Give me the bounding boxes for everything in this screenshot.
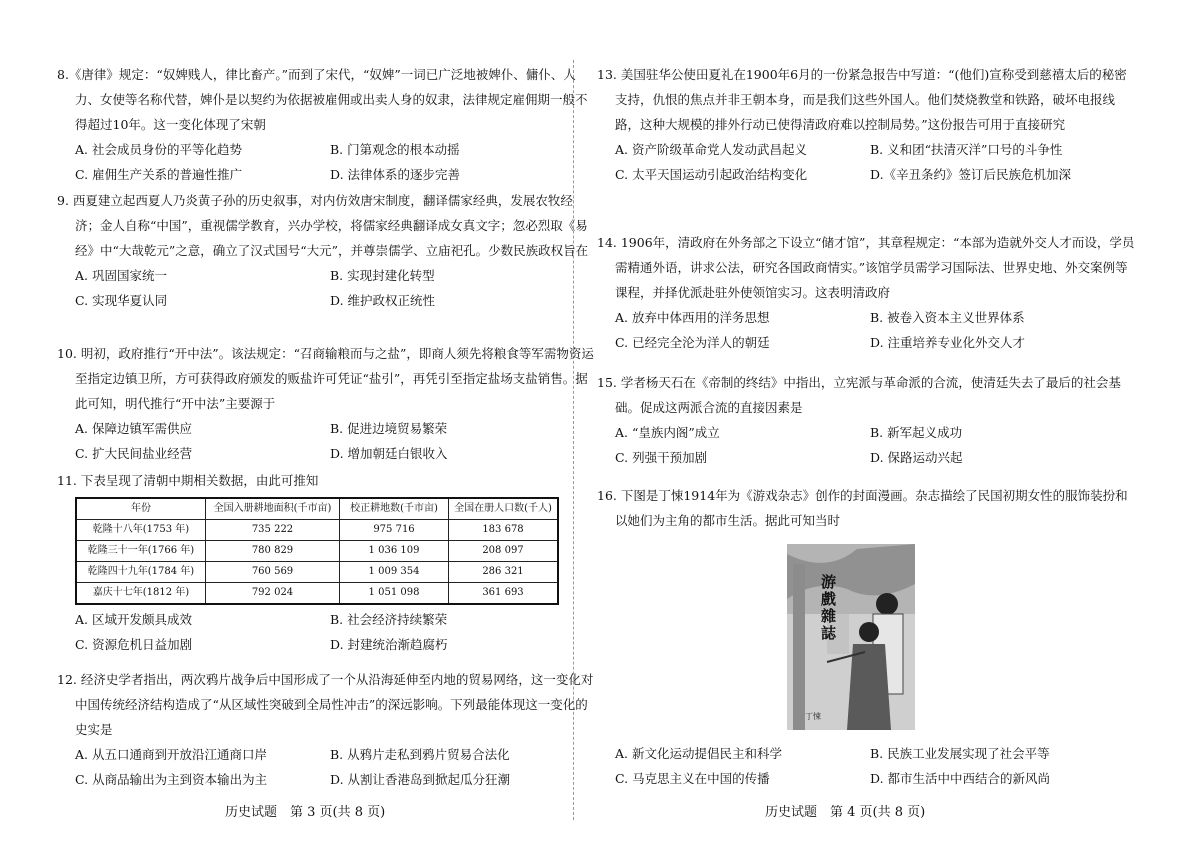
table-cell: 286 321 bbox=[449, 562, 559, 583]
option-c: C. 马克思主义在中国的传播 bbox=[615, 771, 770, 786]
option-c: C. 列强干预加剧 bbox=[615, 450, 708, 465]
table-cell: 792 024 bbox=[206, 583, 340, 605]
table-row bbox=[76, 520, 558, 541]
option-c: C. 扩大民间盐业经营 bbox=[75, 446, 193, 461]
options bbox=[57, 607, 597, 657]
option-c: C. 太平天国运动引起政治结构变化 bbox=[615, 167, 808, 182]
option-b: B. 民族工业发展实现了社会平等 bbox=[870, 746, 1050, 761]
option-d: D. 封建统治渐趋腐朽 bbox=[330, 637, 448, 652]
cover-illustration bbox=[787, 544, 915, 730]
question-stem: 16. 下图是丁悚1914年为《游戏杂志》创作的封面漫画。杂志描绘了民国初期女性的服饰装扮和以她们为主角的都市生活。据此可知当时 bbox=[597, 488, 1128, 528]
option-c: C. 资源危机日益加剧 bbox=[75, 637, 193, 652]
question-11 bbox=[57, 468, 597, 657]
option-d: D. 都市生活中中西结合的新风尚 bbox=[870, 771, 1051, 786]
question-stem: 15. 学者杨天石在《帝制的终结》中指出，立宪派与革命派的合流，使清廷失去了最后的社会基础。促成这两派合流的直接因素是 bbox=[597, 375, 1121, 415]
option-b: B. 被卷入资本主义世界体系 bbox=[870, 310, 1025, 325]
table-cell: 183 678 bbox=[449, 520, 559, 541]
option-b: B. 促进边境贸易繁荣 bbox=[330, 421, 448, 436]
table-header: 全国入册耕地面积(千市亩) bbox=[206, 498, 340, 520]
option-b: B. 门第观念的根本动摇 bbox=[330, 142, 460, 157]
table-header: 校正耕地数(千市亩) bbox=[340, 498, 449, 520]
table-row bbox=[76, 541, 558, 562]
options bbox=[57, 263, 597, 313]
question-stem: 12. 经济史学者指出，两次鸦片战争后中国形成了一个从沿海延伸至内地的贸易网络，这一变化对中国传统经济结构造成了“从区域性突破到全局性冲击”的深远影响。下列最能体现这一变化的史实是 bbox=[57, 672, 594, 737]
magazine-cover-image bbox=[787, 544, 915, 730]
option-d: D. 注重培养专业化外交人才 bbox=[870, 335, 1026, 350]
question-stem: 11. 下表呈现了清朝中期相关数据，由此可推知 bbox=[57, 473, 319, 488]
page-footer: 历史试题 第 3 页(共 8 页) bbox=[225, 805, 386, 820]
table-row bbox=[76, 583, 558, 605]
page-footer: 历史试题 第 4 页(共 8 页) bbox=[765, 805, 926, 820]
option-a: A. 从五口通商到开放沿江通商口岸 bbox=[75, 747, 267, 762]
table-cell: 嘉庆十七年(1812 年) bbox=[76, 583, 206, 605]
question-stem: 14. 1906年，清政府在外务部之下设立“储才馆”，其章程规定：“本部为造就外交人才而设，学员需精通外语，讲求公法，研究各国政商情实。”该馆学员需学习国际法、世界史地、外交案例等课程，并择优派赴驻外使领馆实习。这表明清政府 bbox=[597, 235, 1135, 300]
table-cell: 361 693 bbox=[449, 583, 559, 605]
table-cell: 乾隆四十九年(1784 年) bbox=[76, 562, 206, 583]
options bbox=[597, 137, 1137, 187]
table-cell: 1 009 354 bbox=[340, 562, 449, 583]
table-cell: 乾隆十八年(1753 年) bbox=[76, 520, 206, 541]
table-row bbox=[76, 562, 558, 583]
question-16 bbox=[597, 483, 1137, 533]
options bbox=[57, 742, 597, 792]
table-cell: 1 036 109 bbox=[340, 541, 449, 562]
table-cell: 975 716 bbox=[340, 520, 449, 541]
question-14 bbox=[597, 230, 1137, 355]
table-cell: 735 222 bbox=[206, 520, 340, 541]
option-c: C. 已经完全沦为洋人的朝廷 bbox=[615, 335, 770, 350]
option-b: B. 实现封建化转型 bbox=[330, 268, 435, 283]
option-b: B. 义和团“扶清灭洋”口号的斗争性 bbox=[870, 142, 1063, 157]
option-b: B. 从鸦片走私到鸦片贸易合法化 bbox=[330, 747, 510, 762]
option-a: A. 放弃中体西用的洋务思想 bbox=[615, 310, 770, 325]
question-10 bbox=[57, 341, 597, 466]
options bbox=[597, 420, 1137, 470]
option-d: D. 保路运动兴起 bbox=[870, 450, 963, 465]
table-cell: 1 051 098 bbox=[340, 583, 449, 605]
question-16-options bbox=[597, 741, 1137, 791]
option-d: D. 从割让香港岛到掀起瓜分狂潮 bbox=[330, 772, 511, 787]
option-a: A. 社会成员身份的平等化趋势 bbox=[75, 142, 242, 157]
option-b: B. 社会经济持续繁荣 bbox=[330, 612, 448, 627]
question-9 bbox=[57, 188, 597, 313]
table-cell: 乾隆三十一年(1766 年) bbox=[76, 541, 206, 562]
option-d: D. 维护政权正统性 bbox=[330, 293, 436, 308]
option-d: D.《辛丑条约》签订后民族危机加深 bbox=[870, 167, 1072, 182]
option-a: A. 新文化运动提倡民主和科学 bbox=[615, 746, 782, 761]
option-d: D. 法律体系的逐步完善 bbox=[330, 167, 461, 182]
options bbox=[597, 741, 1137, 791]
svg-text:丁悚: 丁悚 bbox=[805, 712, 821, 721]
table-cell: 760 569 bbox=[206, 562, 340, 583]
question-stem: 8.《唐律》规定：“奴婢贱人，律比畜产。”而到了宋代，“奴婢”一词已广泛地被婢仆、傭仆、人力、女使等名称代替，婢仆是以契约为依据被雇佣或出卖人身的奴隶，法律规定雇佣期一般不得超过10年。这一变化体现了宋朝 bbox=[57, 67, 588, 132]
table-header: 年份 bbox=[76, 498, 206, 520]
option-a: A. 巩固国家统一 bbox=[75, 268, 167, 283]
table-cell: 208 097 bbox=[449, 541, 559, 562]
option-a: A. 保障边镇军需供应 bbox=[75, 421, 192, 436]
table-header: 全国在册人口数(千人) bbox=[449, 498, 559, 520]
table-cell: 780 829 bbox=[206, 541, 340, 562]
question-15 bbox=[597, 370, 1137, 470]
question-stem: 13. 美国驻华公使田夏礼在1900年6月的一份紧急报告中写道：“(他们)宣称受到慈禧太后的秘密支持，仇恨的焦点并非王朝本身，而是我们这些外国人。他们焚烧教堂和铁路，破坏电报线路，这种大规模的排外行动已使得清政府难以控制局势。”这份报告可用于直接研究 bbox=[597, 67, 1127, 132]
option-c: C. 实现华夏认同 bbox=[75, 293, 168, 308]
data-table bbox=[75, 497, 559, 605]
question-8 bbox=[57, 62, 597, 187]
option-a: A. 区域开发颇具成效 bbox=[75, 612, 192, 627]
question-stem: 9. 西夏建立起西夏人乃炎黄子孙的历史叙事，对内仿效唐宋制度，翻译儒家经典，发展农牧经济；金人自称“中国”，重视儒学教育，兴办学校，将儒家经典翻译成女真文字；忽必烈取《易经》中“大哉乾元”之意，确立了汉式国号“大元”，并尊崇儒学、立庙祀孔。少数民族政权旨在 bbox=[57, 193, 589, 258]
cover-title: 游戲雜誌 bbox=[821, 573, 837, 642]
option-a: A. “皇族内阁”成立 bbox=[615, 425, 720, 440]
table-header-row bbox=[76, 498, 558, 520]
options bbox=[57, 137, 597, 187]
question-13 bbox=[597, 62, 1137, 187]
option-b: B. 新军起义成功 bbox=[870, 425, 963, 440]
options bbox=[597, 305, 1137, 355]
option-d: D. 增加朝廷白银收入 bbox=[330, 446, 448, 461]
option-c: C. 从商品输出为主到资本输出为主 bbox=[75, 772, 268, 787]
question-stem: 10. 明初，政府推行“开中法”。该法规定：“召商输粮而与之盐”，即商人须先将粮食等军需物资运至指定边镇卫所，方可获得政府颁发的贩盐许可凭证“盐引”，再凭引至指定盐场支盐销售。据此可知，明代推行“开中法”主要源于 bbox=[57, 346, 594, 411]
option-c: C. 雇佣生产关系的普遍性推广 bbox=[75, 167, 243, 182]
question-12 bbox=[57, 667, 597, 792]
options bbox=[57, 416, 597, 466]
option-a: A. 资产阶级革命党人发动武昌起义 bbox=[615, 142, 807, 157]
